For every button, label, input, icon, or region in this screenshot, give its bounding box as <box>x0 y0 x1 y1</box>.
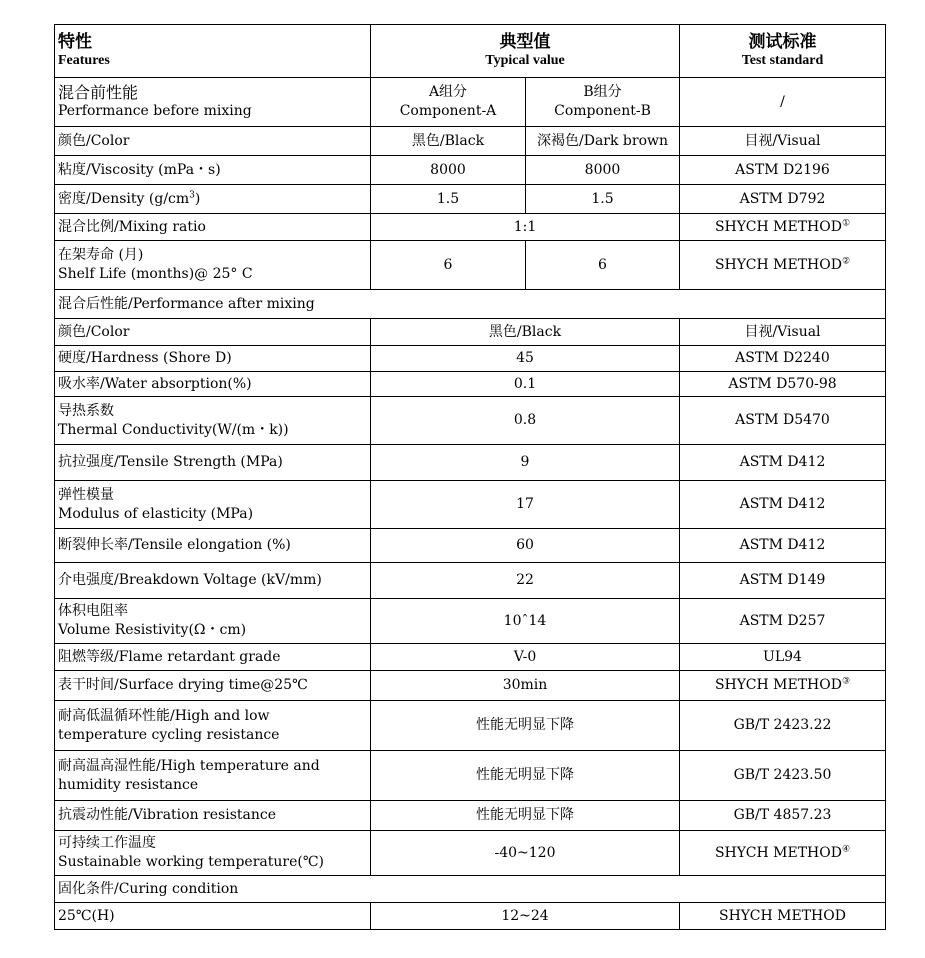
resistivity-label-zh: 体积电阻率 <box>58 603 128 619</box>
thermal-value: 0.8 <box>371 397 680 445</box>
cycling-std: GB/T 2423.22 <box>680 701 886 751</box>
table-row <box>55 671 886 701</box>
typical-header-zh: 典型值 <box>499 32 551 52</box>
vibration-value: 性能无明显下降 <box>371 801 680 831</box>
worktemp-value: -40~120 <box>371 831 680 876</box>
component-a-zh: A组分 <box>428 84 468 100</box>
table-row <box>55 397 886 445</box>
resistivity-std: ASTM D257 <box>680 599 886 644</box>
cycling-label <box>55 701 371 751</box>
component-b-zh: B组分 <box>583 84 622 100</box>
tensile-label: 抗拉强度/Tensile Strength (MPa) <box>55 445 371 481</box>
after-color-std: 目视/Visual <box>680 319 886 346</box>
resistivity-label-en: Volume Resistivity(Ω・cm) <box>58 622 247 638</box>
table-row <box>55 372 886 397</box>
features-header-zh: 特性 <box>58 32 92 52</box>
component-a-en: Component-A <box>399 103 497 119</box>
before-mixing-std: / <box>680 78 886 127</box>
standard-header <box>680 25 886 78</box>
table-row <box>55 127 886 156</box>
curing-label: 25℃(H) <box>55 903 371 930</box>
table-row <box>55 563 886 599</box>
shelf-life-a: 6 <box>371 241 526 290</box>
cycling-label-l1: 耐高低温循环性能/High and low <box>58 707 270 724</box>
shelf-life-std-text: SHYCH METHOD <box>714 256 842 273</box>
thermal-std: ASTM D5470 <box>680 397 886 445</box>
features-header <box>55 25 371 78</box>
elongation-std: ASTM D412 <box>680 529 886 563</box>
before-mixing-row <box>55 78 886 127</box>
drying-std-text: SHYCH METHOD <box>714 677 842 693</box>
humidity-label-l1: 耐高温高湿性能/High temperature and <box>58 757 320 774</box>
density-label-end: ) <box>194 190 201 207</box>
modulus-label-en: Modulus of elasticity (MPa) <box>58 505 254 522</box>
curing-std: SHYCH METHOD <box>680 903 886 930</box>
flame-label: 阻燃等级/Flame retardant grade <box>55 644 371 671</box>
humidity-label <box>55 751 371 801</box>
flame-std: UL94 <box>680 644 886 671</box>
density-label-text: 密度/Density (g/cm <box>58 190 190 207</box>
worktemp-label <box>55 831 371 876</box>
before-mixing-title-zh: 混合前性能 <box>58 83 139 102</box>
curing-value: 12~24 <box>371 903 680 930</box>
table-row <box>55 481 886 529</box>
modulus-label <box>55 481 371 529</box>
standard-header-en: Test standard <box>741 53 824 68</box>
density-b: 1.5 <box>526 185 680 214</box>
resistivity-value: 10ˆ14 <box>371 599 680 644</box>
tensile-value: 9 <box>371 445 680 481</box>
humidity-std: GB/T 2423.50 <box>680 751 886 801</box>
viscosity-label: 粘度/Viscosity (mPa・s) <box>55 156 371 185</box>
color-std: 目视/Visual <box>680 127 886 156</box>
shelf-life-b: 6 <box>526 241 680 290</box>
worktemp-label-en: Sustainable working temperature(℃) <box>58 854 324 870</box>
table-row <box>55 319 886 346</box>
flame-value: V-0 <box>371 644 680 671</box>
vibration-label: 抗震动性能/Vibration resistance <box>55 801 371 831</box>
viscosity-std: ASTM D2196 <box>680 156 886 185</box>
ratio-value: 1:1 <box>371 214 680 241</box>
before-mixing-title-en: Performance before mixing <box>58 103 252 119</box>
modulus-label-zh: 弹性模量 <box>58 486 114 503</box>
hardness-std: ASTM D2240 <box>680 346 886 372</box>
thermal-label-zh: 导热系数 <box>58 402 114 419</box>
modulus-value: 17 <box>371 481 680 529</box>
resistivity-label <box>55 599 371 644</box>
after-color-label: 颜色/Color <box>55 319 371 346</box>
viscosity-a: 8000 <box>371 156 526 185</box>
table-row <box>55 599 886 644</box>
worktemp-label-zh: 可持续工作温度 <box>58 835 156 851</box>
ratio-std <box>680 214 886 241</box>
header-row <box>55 25 886 78</box>
breakdown-std: ASTM D149 <box>680 563 886 599</box>
after-mixing-title: 混合后性能/Performance after mixing <box>55 290 886 319</box>
color-label: 颜色/Color <box>55 127 371 156</box>
worktemp-std <box>680 831 886 876</box>
drying-std <box>680 671 886 701</box>
typical-header-en: Typical value <box>485 53 565 68</box>
color-a: 黑色/Black <box>371 127 526 156</box>
drying-value: 30min <box>371 671 680 701</box>
table-row <box>55 445 886 481</box>
ratio-std-text: SHYCH METHOD <box>714 218 842 235</box>
density-a: 1.5 <box>371 185 526 214</box>
shelf-life-label <box>55 241 371 290</box>
features-header-en: Features <box>58 53 110 68</box>
ratio-std-note: ① <box>841 217 851 228</box>
table-row <box>55 903 886 930</box>
hardness-label: 硬度/Hardness (Shore D) <box>55 346 371 372</box>
modulus-std: ASTM D412 <box>680 481 886 529</box>
spec-table <box>54 24 886 930</box>
density-label <box>55 185 371 214</box>
shelf-life-label-zh: 在架寿命 (月) <box>58 247 144 263</box>
table-row <box>55 529 886 563</box>
table-row <box>55 241 886 290</box>
water-absorption-value: 0.1 <box>371 372 680 397</box>
thermal-label <box>55 397 371 445</box>
thermal-label-en: Thermal Conductivity(W/(m・k)) <box>58 421 289 438</box>
table-row <box>55 346 886 372</box>
shelf-life-std <box>680 241 886 290</box>
table-row <box>55 644 886 671</box>
table-row <box>55 701 886 751</box>
breakdown-label: 介电强度/Breakdown Voltage (kV/mm) <box>55 563 371 599</box>
color-b: 深褐色/Dark brown <box>526 127 680 156</box>
humidity-label-l2: humidity resistance <box>58 776 199 793</box>
shelf-life-label-en: Shelf Life (months)@ 25° C <box>58 266 253 282</box>
drying-label: 表干时间/Surface drying time@25℃ <box>55 671 371 701</box>
table-row <box>55 801 886 831</box>
water-absorption-std: ASTM D570-98 <box>680 372 886 397</box>
worktemp-std-note: ④ <box>841 843 851 854</box>
component-b-header <box>526 78 680 127</box>
table-row <box>55 214 886 241</box>
component-b-en: Component-B <box>554 103 651 119</box>
water-absorption-label: 吸水率/Water absorption(%) <box>55 372 371 397</box>
humidity-value: 性能无明显下降 <box>371 751 680 801</box>
cycling-value: 性能无明显下降 <box>371 701 680 751</box>
ratio-label: 混合比例/Mixing ratio <box>55 214 371 241</box>
hardness-value: 45 <box>371 346 680 372</box>
typical-header <box>371 25 680 78</box>
breakdown-value: 22 <box>371 563 680 599</box>
drying-std-note: ③ <box>841 676 851 687</box>
table-row <box>55 831 886 876</box>
elongation-label: 断裂伸长率/Tensile elongation (%) <box>55 529 371 563</box>
worktemp-std-text: SHYCH METHOD <box>714 844 842 861</box>
after-color-value: 黑色/Black <box>371 319 680 346</box>
standard-header-zh: 测试标准 <box>748 32 817 52</box>
curing-title: 固化条件/Curing condition <box>55 876 886 903</box>
shelf-life-std-note: ② <box>841 255 851 266</box>
after-mixing-row <box>55 290 886 319</box>
component-a-header <box>371 78 526 127</box>
tensile-std: ASTM D412 <box>680 445 886 481</box>
table-row <box>55 185 886 214</box>
density-std: ASTM D792 <box>680 185 886 214</box>
curing-title-row <box>55 876 886 903</box>
before-mixing-title <box>55 78 371 127</box>
density-label-sup: 3 <box>189 189 195 200</box>
table-row <box>55 751 886 801</box>
vibration-std: GB/T 4857.23 <box>680 801 886 831</box>
elongation-value: 60 <box>371 529 680 563</box>
cycling-label-l2: temperature cycling resistance <box>58 726 280 743</box>
viscosity-b: 8000 <box>526 156 680 185</box>
table-row <box>55 156 886 185</box>
